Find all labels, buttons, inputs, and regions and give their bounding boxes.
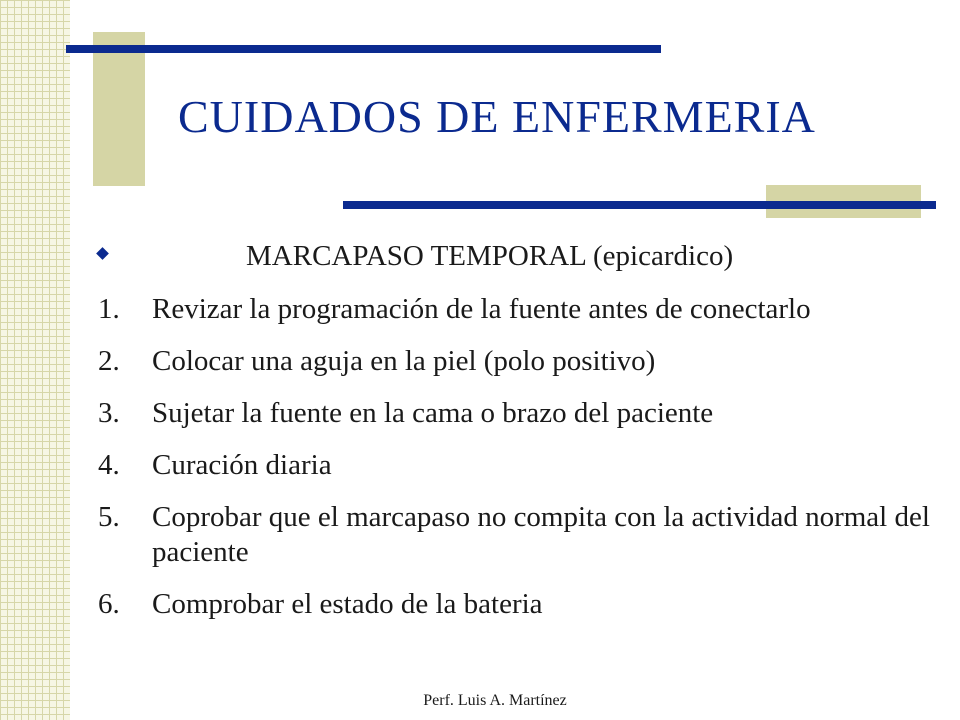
left-pattern-strip bbox=[0, 0, 70, 720]
list-item-number: 4. bbox=[98, 449, 120, 481]
list-item-number: 6. bbox=[98, 588, 120, 620]
list-item bbox=[98, 396, 938, 431]
list-item-number: 3. bbox=[98, 397, 120, 429]
list-item bbox=[98, 587, 938, 622]
list-item bbox=[98, 448, 938, 483]
list-item-number: 5. bbox=[98, 501, 120, 533]
list-item-number: 1. bbox=[98, 293, 120, 325]
list-item-text: Sujetar la fuente en la cama o brazo del paciente bbox=[152, 397, 714, 429]
decorative-block-top bbox=[93, 32, 145, 186]
decorative-line-right bbox=[343, 201, 936, 209]
list-item-text: Revizar la programación de la fuente antes de conectarlo bbox=[152, 293, 811, 325]
list-item-text: Colocar una aguja en la piel (polo positivo) bbox=[152, 345, 656, 377]
list-item bbox=[98, 344, 938, 379]
diamond-bullet-icon bbox=[96, 247, 109, 260]
list-item bbox=[98, 292, 938, 327]
list-item-text: Coprobar que el marcapaso no compita con la actividad normal del paciente bbox=[152, 501, 930, 568]
footer-author: Perf. Luis A. Martínez bbox=[423, 692, 567, 709]
slide-title: CUIDADOS DE ENFERMERIA bbox=[178, 91, 816, 142]
list-item-text: Comprobar el estado de la bateria bbox=[152, 588, 543, 620]
decorative-line-top bbox=[66, 45, 661, 53]
list-item-number: 2. bbox=[98, 345, 120, 377]
subheading-text: MARCAPASO TEMPORAL (epicardico) bbox=[246, 240, 734, 272]
list-item bbox=[98, 500, 938, 570]
list-item-text: Curación diaria bbox=[152, 449, 332, 481]
care-steps-list bbox=[98, 292, 938, 639]
